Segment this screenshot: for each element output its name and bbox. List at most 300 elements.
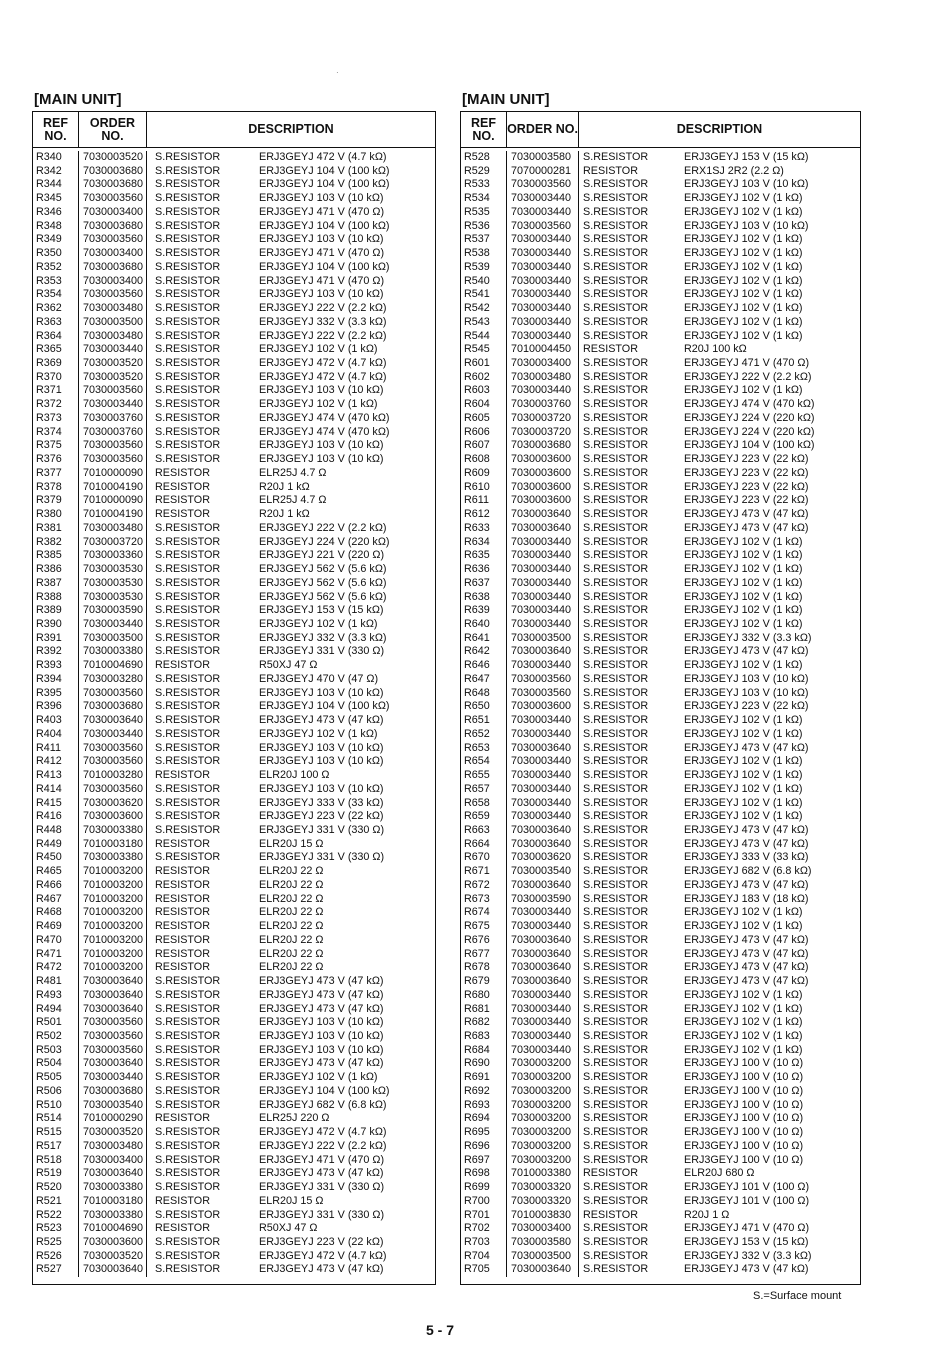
order-no-cell: 7030003440 — [511, 205, 572, 218]
part-type-cell: RESISTOR — [155, 892, 210, 905]
order-no-cell: 7030003500 — [511, 631, 572, 644]
part-type-cell: S.RESISTOR — [583, 933, 649, 946]
ref-no-cell: R675 — [464, 920, 490, 933]
ref-no-cell: R691 — [464, 1071, 490, 1084]
ref-no-cell: R664 — [464, 837, 490, 850]
table-row — [461, 343, 860, 357]
part-type-cell: S.RESISTOR — [583, 233, 649, 246]
table-row — [33, 1140, 435, 1154]
table-row — [461, 810, 860, 824]
ref-no-cell: R650 — [464, 700, 490, 713]
part-type-cell: S.RESISTOR — [155, 192, 221, 205]
order-no-cell: 7030003440 — [511, 988, 572, 1001]
table-row — [461, 742, 860, 756]
part-value-cell: ERJ3GEYJ 102 V (1 kΩ) — [259, 343, 378, 356]
ref-no-cell: R704 — [464, 1249, 490, 1262]
order-no-cell: 7010000090 — [83, 494, 144, 507]
part-type-cell: S.RESISTOR — [583, 1181, 649, 1194]
part-type-cell: S.RESISTOR — [155, 741, 221, 754]
order-no-cell: 7030003400 — [511, 357, 572, 370]
part-value-cell: ERJ3GEYJ 472 V (4.7 kΩ) — [259, 151, 387, 163]
part-value-cell: ERJ3GEYJ 102 V (1 kΩ) — [684, 563, 803, 576]
part-value-cell: ERX1SJ 2R2 (2.2 Ω) — [684, 164, 784, 177]
table-header — [461, 112, 860, 148]
order-no-cell: 7030003640 — [511, 975, 572, 988]
ref-no-cell: R494 — [36, 1002, 62, 1015]
part-type-cell: S.RESISTOR — [155, 810, 221, 823]
table-row — [33, 261, 435, 275]
table-row — [461, 934, 860, 948]
ref-no-cell: R639 — [464, 604, 490, 617]
part-value-cell: ERJ3GEYJ 472 V (4.7 kΩ) — [259, 357, 387, 370]
ref-no-cell: R700 — [464, 1194, 490, 1207]
ref-no-cell: R344 — [36, 178, 62, 191]
ref-no-cell: R537 — [464, 233, 490, 246]
part-value-cell: ERJ3GEYJ 223 V (22 kΩ) — [684, 466, 809, 479]
table-row — [461, 1030, 860, 1044]
table-row — [33, 1112, 435, 1126]
table-row — [461, 522, 860, 536]
table-row — [461, 1016, 860, 1030]
table-row — [461, 1112, 860, 1126]
ref-no-cell: R505 — [36, 1071, 62, 1084]
order-no-cell: 7030003640 — [83, 1057, 144, 1070]
scan-speck: · — [336, 68, 339, 77]
order-no-cell: 7030003640 — [83, 1263, 144, 1276]
ref-no-cell: R692 — [464, 1084, 490, 1097]
table-row — [461, 1057, 860, 1071]
ref-no-cell: R641 — [464, 631, 490, 644]
ref-no-cell: R526 — [36, 1249, 62, 1262]
part-value-cell: ERJ3GEYJ 473 V (47 kΩ) — [684, 837, 809, 850]
ref-no-cell: R352 — [36, 260, 62, 273]
ref-no-cell: R698 — [464, 1167, 490, 1180]
ref-no-cell: R353 — [36, 274, 62, 287]
part-value-cell: ERJ3GEYJ 332 V (3.3 kΩ) — [684, 1249, 812, 1262]
ref-no-cell: R375 — [36, 439, 62, 452]
ref-no-cell: R663 — [464, 823, 490, 836]
table-row — [461, 398, 860, 412]
part-type-cell: S.RESISTOR — [583, 865, 649, 878]
part-type-cell: RESISTOR — [155, 1194, 210, 1207]
part-type-cell: S.RESISTOR — [155, 631, 221, 644]
ref-no-cell: R651 — [464, 714, 490, 727]
part-value-cell: ERJ3GEYJ 102 V (1 kΩ) — [684, 659, 803, 672]
order-no-cell: 7010003200 — [83, 892, 144, 905]
part-value-cell: ELR20J 22 Ω — [259, 933, 324, 946]
part-value-cell: ERJ3GEYJ 474 V (470 kΩ) — [684, 398, 815, 411]
ref-no-cell: R465 — [36, 865, 62, 878]
ref-no-cell: R381 — [36, 521, 62, 534]
order-no-cell: 7030003400 — [83, 1153, 144, 1166]
part-type-cell: S.RESISTOR — [155, 1030, 221, 1042]
order-no-cell: 7030003640 — [511, 1263, 572, 1276]
part-value-cell: ERJ3GEYJ 102 V (1 kΩ) — [684, 810, 803, 823]
order-no-cell: 7030003640 — [83, 1002, 144, 1015]
part-value-cell: ERJ3GEYJ 562 V (5.6 kΩ) — [259, 590, 387, 603]
table-row — [33, 591, 435, 605]
ref-no-cell: R467 — [36, 892, 62, 905]
order-no-cell: 7030003640 — [83, 988, 144, 1001]
table-row — [33, 906, 435, 920]
part-type-cell: RESISTOR — [155, 947, 210, 960]
part-value-cell: ERJ3GEYJ 332 V (3.3 kΩ) — [259, 315, 387, 328]
ref-no-cell: R395 — [36, 686, 62, 699]
part-type-cell: S.RESISTOR — [583, 837, 649, 850]
part-type-cell: RESISTOR — [155, 920, 210, 933]
part-type-cell: S.RESISTOR — [583, 425, 649, 438]
table-row — [461, 755, 860, 769]
part-value-cell: ERJ3GEYJ 102 V (1 kΩ) — [684, 549, 803, 562]
part-type-cell: S.RESISTOR — [155, 329, 221, 342]
table-row — [33, 1195, 435, 1209]
order-no-cell: 7030003500 — [83, 631, 144, 644]
part-type-cell: S.RESISTOR — [155, 1167, 221, 1180]
order-no-cell: 7030003640 — [511, 741, 572, 754]
table-row — [33, 618, 435, 632]
table-row — [33, 151, 435, 165]
part-type-cell: S.RESISTOR — [155, 453, 221, 466]
ref-no-cell: R374 — [36, 425, 62, 438]
order-no-cell: 7030003440 — [511, 1030, 572, 1042]
part-type-cell: S.RESISTOR — [583, 288, 649, 301]
table-row — [33, 453, 435, 467]
part-value-cell: ERJ3GEYJ 103 V (10 kΩ) — [684, 178, 809, 191]
ref-no-cell: R525 — [36, 1236, 62, 1249]
table-row — [33, 412, 435, 426]
part-type-cell: S.RESISTOR — [583, 1153, 649, 1166]
order-no-cell: 7030003560 — [83, 288, 144, 301]
order-no-cell: 7030003560 — [511, 178, 572, 191]
table-row — [461, 1099, 860, 1113]
order-no-cell: 7030003440 — [511, 315, 572, 328]
part-value-cell: ERJ3GEYJ 153 V (15 kΩ) — [684, 1236, 809, 1249]
ref-no-cell: R414 — [36, 782, 62, 795]
ref-no-cell: R674 — [464, 906, 490, 919]
table-row — [33, 1236, 435, 1250]
ref-no-cell: R521 — [36, 1194, 62, 1207]
ref-no-cell: R611 — [464, 494, 490, 507]
table-row — [33, 192, 435, 206]
part-type-cell: S.RESISTOR — [583, 302, 649, 315]
order-no-cell: 7030003380 — [83, 851, 144, 864]
order-no-cell: 7030003720 — [511, 411, 572, 424]
order-no-cell: 7030003590 — [83, 604, 144, 617]
part-value-cell: ERJ3GEYJ 104 V (100 kΩ) — [259, 260, 390, 273]
ref-no-cell: R694 — [464, 1112, 490, 1125]
table-row — [33, 632, 435, 646]
order-no-cell: 7030003560 — [83, 192, 144, 205]
order-no-cell: 7030003560 — [83, 782, 144, 795]
part-type-cell: S.RESISTOR — [583, 480, 649, 493]
order-no-cell: 7030003440 — [511, 906, 572, 919]
ref-no-cell: R640 — [464, 617, 490, 630]
ref-no-cell: R671 — [464, 865, 490, 878]
ref-no-cell: R543 — [464, 315, 490, 328]
table-row — [461, 1250, 860, 1264]
part-value-cell: ERJ3GEYJ 103 V (10 kΩ) — [259, 384, 384, 397]
ref-no-cell: R503 — [36, 1043, 62, 1056]
ref-no-cell: R655 — [464, 769, 490, 782]
part-value-cell: ERJ3GEYJ 472 V (4.7 kΩ) — [259, 370, 387, 383]
ref-no-cell: R362 — [36, 302, 62, 315]
part-type-cell: RESISTOR — [155, 865, 210, 878]
order-no-cell: 7030003640 — [511, 521, 572, 534]
order-no-cell: 7030003640 — [511, 961, 572, 974]
table-row — [33, 714, 435, 728]
table-row — [461, 247, 860, 261]
table-row — [461, 1085, 860, 1099]
order-no-cell: 7030003400 — [83, 247, 144, 260]
part-value-cell: ELR25J 4.7 Ω — [259, 494, 327, 507]
part-type-cell: S.RESISTOR — [155, 576, 221, 589]
table-row — [33, 1085, 435, 1099]
order-no-cell: 7030003760 — [83, 425, 144, 438]
table-row — [33, 275, 435, 289]
order-no-cell: 7030003680 — [511, 439, 572, 452]
ref-no-cell: R379 — [36, 494, 62, 507]
ref-no-cell: R376 — [36, 453, 62, 466]
part-value-cell: ERJ3GEYJ 100 V (10 Ω) — [684, 1112, 804, 1125]
ref-no-cell: R502 — [36, 1030, 62, 1042]
part-type-cell: S.RESISTOR — [155, 247, 221, 260]
part-value-cell: ERJ3GEYJ 103 V (10 kΩ) — [259, 782, 384, 795]
part-value-cell: ERJ3GEYJ 102 V (1 kΩ) — [684, 988, 803, 1001]
part-type-cell: S.RESISTOR — [583, 892, 649, 905]
order-no-cell: 7030003440 — [83, 398, 144, 411]
ref-no-cell: R412 — [36, 755, 62, 768]
order-no-cell: 7010003200 — [83, 961, 144, 974]
part-type-cell: S.RESISTOR — [583, 1071, 649, 1084]
ref-no-cell: R647 — [464, 672, 490, 685]
part-value-cell: ERJ3GEYJ 102 V (1 kΩ) — [684, 1002, 803, 1015]
ref-no-cell: R346 — [36, 205, 62, 218]
order-no-cell: 7030003480 — [511, 370, 572, 383]
table-row — [33, 687, 435, 701]
ref-no-cell: R657 — [464, 782, 490, 795]
ref-no-cell: R373 — [36, 411, 62, 424]
part-value-cell: ERJ3GEYJ 333 V (33 kΩ) — [259, 796, 384, 809]
table-row — [461, 563, 860, 577]
table-row — [33, 357, 435, 371]
part-value-cell: ERJ3GEYJ 473 V (47 kΩ) — [259, 1263, 384, 1276]
part-value-cell: ERJ3GEYJ 473 V (47 kΩ) — [684, 975, 809, 988]
part-type-cell: S.RESISTOR — [155, 782, 221, 795]
order-no-cell: 7030003200 — [511, 1126, 572, 1139]
ref-no-cell: R354 — [36, 288, 62, 301]
part-type-cell: S.RESISTOR — [155, 260, 221, 273]
ref-no-cell: R404 — [36, 727, 62, 740]
part-type-cell: S.RESISTOR — [155, 672, 221, 685]
part-value-cell: ERJ3GEYJ 102 V (1 kΩ) — [684, 714, 803, 727]
order-no-cell: 7030003440 — [511, 563, 572, 576]
part-type-cell: S.RESISTOR — [583, 1057, 649, 1070]
order-no-cell: 7030003280 — [83, 672, 144, 685]
table-body — [33, 151, 435, 1277]
part-type-cell: S.RESISTOR — [583, 1016, 649, 1029]
part-type-cell: S.RESISTOR — [583, 576, 649, 589]
order-no-cell: 7030003200 — [511, 1071, 572, 1084]
table-row — [33, 920, 435, 934]
part-value-cell: R50XJ 47 Ω — [259, 659, 318, 672]
part-type-cell: RESISTOR — [155, 466, 210, 479]
table-row — [33, 439, 435, 453]
ref-no-cell: R648 — [464, 686, 490, 699]
order-no-cell: 7030003560 — [83, 1030, 144, 1042]
ref-no-cell: R672 — [464, 878, 490, 891]
part-type-cell: S.RESISTOR — [155, 975, 221, 988]
order-no-cell: 7070000281 — [511, 164, 572, 177]
part-value-cell: ERJ3GEYJ 223 V (22 kΩ) — [259, 810, 384, 823]
part-type-cell: S.RESISTOR — [583, 439, 649, 452]
table-row — [33, 494, 435, 508]
order-no-cell: 7030003720 — [83, 535, 144, 548]
ref-no-cell: R541 — [464, 288, 490, 301]
ref-no-cell: R652 — [464, 727, 490, 740]
order-no-cell: 7030003520 — [83, 1126, 144, 1139]
order-no-cell: 7030003380 — [83, 823, 144, 836]
ref-no-cell: R387 — [36, 576, 62, 589]
order-no-cell: 7030003640 — [511, 878, 572, 891]
part-value-cell: ERJ3GEYJ 331 V (330 Ω) — [259, 1208, 385, 1221]
part-type-cell: S.RESISTOR — [583, 1112, 649, 1125]
part-type-cell: S.RESISTOR — [155, 302, 221, 315]
table-row — [461, 714, 860, 728]
order-no-cell: 7030003600 — [511, 453, 572, 466]
part-type-cell: S.RESISTOR — [155, 686, 221, 699]
order-no-cell: 7030003600 — [511, 700, 572, 713]
table-row — [33, 975, 435, 989]
table-row — [461, 783, 860, 797]
table-row — [33, 426, 435, 440]
part-type-cell: S.RESISTOR — [583, 686, 649, 699]
part-type-cell: RESISTOR — [155, 878, 210, 891]
part-value-cell: ERJ3GEYJ 473 V (47 kΩ) — [684, 961, 809, 974]
ref-no-cell: R527 — [36, 1263, 62, 1276]
part-type-cell: S.RESISTOR — [583, 508, 649, 521]
table-row — [33, 206, 435, 220]
order-no-cell: 7030003560 — [511, 672, 572, 685]
order-no-cell: 7030003380 — [83, 1181, 144, 1194]
ref-no-cell: R653 — [464, 741, 490, 754]
part-type-cell: S.RESISTOR — [583, 823, 649, 836]
part-value-cell: ERJ3GEYJ 333 V (33 kΩ) — [684, 851, 809, 864]
order-no-cell: 7030003640 — [83, 1167, 144, 1180]
order-no-cell: 7010004190 — [83, 480, 144, 493]
part-value-cell: ERJ3GEYJ 103 V (10 kΩ) — [259, 439, 384, 452]
table-row — [33, 838, 435, 852]
order-no-cell: 7030003440 — [511, 810, 572, 823]
ref-no-cell: R533 — [464, 178, 490, 191]
order-no-cell: 7030003440 — [511, 782, 572, 795]
part-type-cell: S.RESISTOR — [583, 741, 649, 754]
part-type-cell: S.RESISTOR — [583, 535, 649, 548]
table-row — [461, 1140, 860, 1154]
ref-no-cell: R658 — [464, 796, 490, 809]
ref-no-cell: R670 — [464, 851, 490, 864]
ref-no-cell: R382 — [36, 535, 62, 548]
order-no-cell: 7010003200 — [83, 947, 144, 960]
ref-no-cell: R610 — [464, 480, 490, 493]
ref-no-cell: R601 — [464, 357, 490, 370]
part-type-cell: S.RESISTOR — [583, 631, 649, 644]
part-type-cell: S.RESISTOR — [583, 769, 649, 782]
ref-no-cell: R364 — [36, 329, 62, 342]
part-value-cell: ERJ3GEYJ 471 V (470 Ω) — [259, 247, 385, 260]
part-type-cell: S.RESISTOR — [155, 700, 221, 713]
part-value-cell: ERJ3GEYJ 102 V (1 kΩ) — [684, 920, 803, 933]
part-value-cell: ELR20J 100 Ω — [259, 769, 330, 782]
ref-no-cell: R448 — [36, 823, 62, 836]
order-no-cell: 7030003440 — [511, 714, 572, 727]
order-no-cell: 7030003560 — [83, 1043, 144, 1056]
ref-no-cell: R607 — [464, 439, 490, 452]
order-no-cell: 7030003380 — [83, 645, 144, 658]
order-no-cell: 7030003620 — [83, 796, 144, 809]
ref-no-cell: R638 — [464, 590, 490, 603]
part-type-cell: S.RESISTOR — [583, 494, 649, 507]
table-row — [33, 755, 435, 769]
order-no-cell: 7010003180 — [83, 1194, 144, 1207]
part-type-cell: S.RESISTOR — [155, 439, 221, 452]
part-value-cell: ERJ3GEYJ 100 V (10 Ω) — [684, 1098, 804, 1111]
left-section-title: [MAIN UNIT] — [34, 91, 122, 108]
ref-no-cell: R415 — [36, 796, 62, 809]
part-value-cell: ERJ3GEYJ 102 V (1 kΩ) — [684, 288, 803, 301]
part-value-cell: ERJ3GEYJ 102 V (1 kΩ) — [259, 617, 378, 630]
order-no-cell: 7030003400 — [83, 205, 144, 218]
part-type-cell: S.RESISTOR — [155, 1071, 221, 1084]
table-row — [461, 728, 860, 742]
part-value-cell: R20J 1 Ω — [684, 1208, 730, 1221]
part-type-cell: S.RESISTOR — [155, 398, 221, 411]
part-type-cell: S.RESISTOR — [583, 672, 649, 685]
part-value-cell: ERJ3GEYJ 103 V (10 kΩ) — [259, 1030, 384, 1042]
ref-no-cell: R517 — [36, 1139, 62, 1152]
part-value-cell: ERJ3GEYJ 473 V (47 kΩ) — [684, 508, 809, 521]
ref-no-cell: R504 — [36, 1057, 62, 1070]
table-row — [33, 824, 435, 838]
part-type-cell: S.RESISTOR — [155, 590, 221, 603]
ref-no-cell: R701 — [464, 1208, 490, 1221]
order-no-cell: 7030003600 — [83, 810, 144, 823]
ref-no-cell: R518 — [36, 1153, 62, 1166]
part-value-cell: ERJ3GEYJ 103 V (10 kΩ) — [259, 233, 384, 246]
table-row — [33, 563, 435, 577]
table-row — [461, 549, 860, 563]
table-row — [461, 494, 860, 508]
order-no-cell: 7030003760 — [511, 398, 572, 411]
order-no-cell: 7010003280 — [83, 769, 144, 782]
order-no-cell: 7030003200 — [511, 1153, 572, 1166]
table-row — [461, 1126, 860, 1140]
ref-no-cell: R510 — [36, 1098, 62, 1111]
table-row — [33, 247, 435, 261]
order-no-cell: 7030003560 — [83, 741, 144, 754]
table-row — [33, 961, 435, 975]
part-type-cell: S.RESISTOR — [583, 1222, 649, 1235]
table-row — [33, 467, 435, 481]
order-no-cell: 7010003830 — [511, 1208, 572, 1221]
part-type-cell: S.RESISTOR — [155, 1153, 221, 1166]
order-no-cell: 7030003520 — [83, 1249, 144, 1262]
table-row — [33, 481, 435, 495]
part-type-cell: S.RESISTOR — [155, 1263, 221, 1276]
part-value-cell: ERJ3GEYJ 103 V (10 kΩ) — [259, 686, 384, 699]
part-value-cell: ERJ3GEYJ 102 V (1 kΩ) — [684, 906, 803, 919]
table-row — [461, 851, 860, 865]
ref-no-cell: R636 — [464, 563, 490, 576]
